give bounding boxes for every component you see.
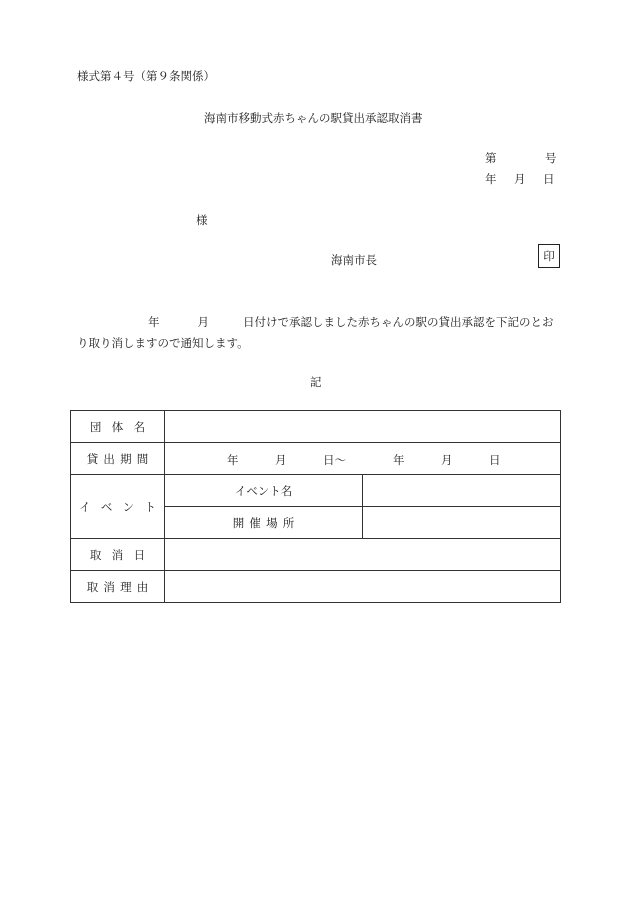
- cancel-date-label: 取消日: [71, 539, 165, 571]
- group-name-label: 団体名: [71, 411, 165, 443]
- seal-box: [538, 244, 560, 268]
- table-row: [71, 571, 561, 603]
- ki-heading: 記: [310, 375, 322, 389]
- event-name-field: [363, 475, 561, 507]
- event-label: イベント: [71, 475, 165, 539]
- loan-period-field: [165, 443, 561, 475]
- date-month: 月: [514, 172, 526, 186]
- cancel-reason-label: 取消理由: [71, 571, 165, 603]
- recipient-honorific: 様: [196, 213, 208, 227]
- period-end-year: 年: [393, 453, 405, 467]
- table-row: [71, 475, 561, 507]
- doc-number-suffix: 号: [545, 151, 557, 165]
- period-end-month: 月: [441, 453, 453, 467]
- body-year: 年: [148, 315, 160, 329]
- notice-body: [77, 312, 557, 354]
- period-start-year: 年: [227, 453, 239, 467]
- period-start-month: 月: [275, 453, 287, 467]
- form-number: 様式第４号（第９条関係）: [77, 69, 215, 83]
- date-day: 日: [543, 172, 555, 186]
- period-end-day: 日: [489, 453, 501, 467]
- document-title: 海南市移動式赤ちゃんの駅貸出承認取消書: [204, 111, 423, 125]
- doc-number-prefix: 第: [485, 151, 497, 165]
- seal-label: 印: [543, 249, 555, 263]
- cancellation-table: [70, 410, 561, 603]
- group-name-field: [165, 411, 561, 443]
- issuer-name: 海南市長: [331, 253, 377, 267]
- table-row: [71, 443, 561, 475]
- venue-label: 開催場所: [165, 507, 363, 539]
- cancel-date-field: [165, 539, 561, 571]
- venue-field: [363, 507, 561, 539]
- cancel-reason-field: [165, 571, 561, 603]
- period-start-day: 日～: [323, 453, 346, 467]
- event-name-label: イベント名: [165, 475, 363, 507]
- table-row: [71, 539, 561, 571]
- loan-period-label: 貸出期間: [71, 443, 165, 475]
- table-row: [71, 411, 561, 443]
- body-month: 月: [197, 315, 209, 329]
- body-text: 日付けで承認しました赤ちゃんの駅の貸出承認を下記のとおり取り消しますので通知します。: [77, 315, 554, 350]
- date-year: 年: [485, 172, 497, 186]
